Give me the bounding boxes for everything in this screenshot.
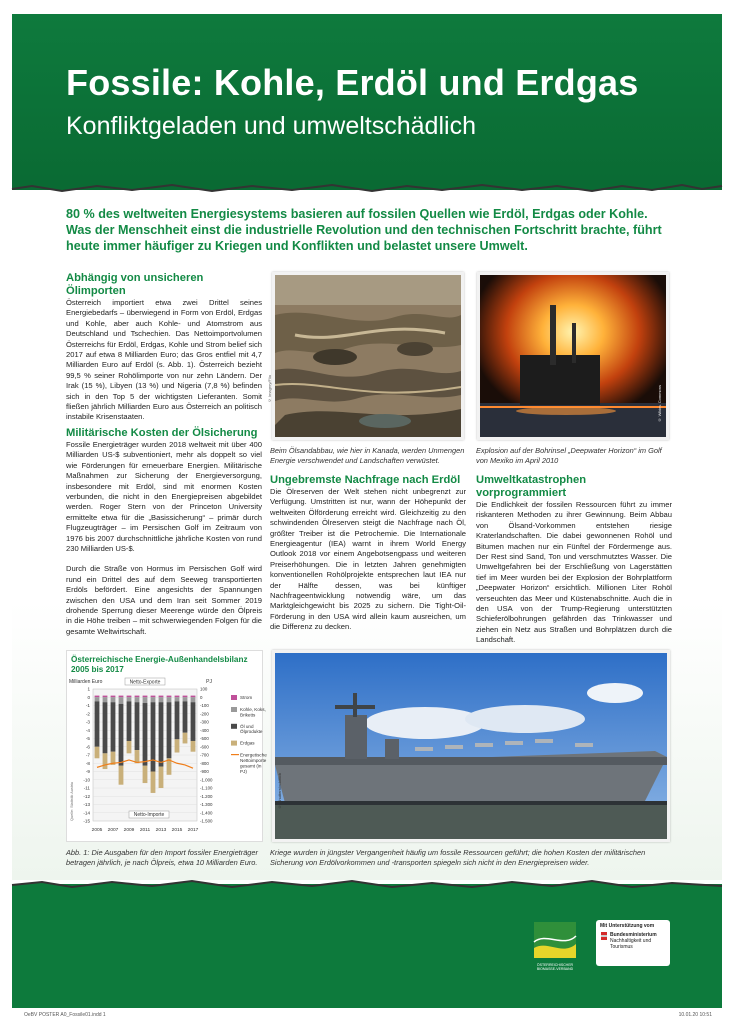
section-text-environment: Die Endlichkeit der fossilen Ressourcen führt zu immer riskanteren Methoden zu ihrer Gewinnung. Beim Abbau von Ölsand-Vorkommen entstehen riesige Kraterlandschaften. Die dabei gewonnenen Rohöl und Bitumen machen nur ein Fünftel der Fördermenge aus. Der Rest sind Sand, Ton und verschmutztes Wasser. Die Umweltgefahren bei der Erschließung von Lagerstätten tief im Meer wurden bei der Explosion der Bohrplattform „Deepwater Horizon“ ersichtlich. Millionen Liter Rohöl verseuchten das Meer und Küstenabschnitte. Auch die in den USA von der Trump-Regierung unterstützten Schieferölbohrungen gefährden das Trinkwasser und ziehen ein Netz aus Straßen und Bohrplätzen durch die Landschaft. [476,500,672,645]
chart-ytick-right: -800 [200,760,209,766]
chart-xtick: 2005 [91,828,103,833]
torn-edge-bottom [12,878,722,892]
chart-xtick: 2009 [123,828,135,833]
chart-bar [175,701,180,739]
photo-caption-deepwater-horizon: Explosion auf der Bohrinsel „Deepwater Horizon“ im Golf von Mexiko im April 2010 [476,446,662,465]
chart-ytick-left: -5 [85,736,90,742]
chart-ytick-right: -600 [200,744,209,750]
chart-ytick-left: -7 [85,752,90,758]
chart-bottom-label: Netto-Importe [133,812,165,818]
chart-ytick-left: -10 [83,777,90,783]
chart-ytick-right: -300 [200,719,209,725]
chart-ytick-left: -1 [85,703,90,709]
lead-paragraph: 80 % des weltweiten Energiesystems basieren auf fossilen Quellen wie Erdöl, Erdgas oder Kohle. Was der Menschheit einst die industrielle Revolution und den technischen Fortschritt brachte, führt heute immer häufiger zu Kriegen und Konflikten und belastet unsere Umwelt. [66,207,662,253]
chart-legend-label: gesamt (in [240,763,262,769]
logo-text: ÖSTERREICHISCHER BIOMASSE-VERBAND [536,963,574,971]
chart-ytick-right: -1.400 [200,810,213,816]
poster-subtitle: Konfliktgeladen und umweltschädlich [66,112,476,140]
chart-ytick-right: -1.300 [200,802,213,808]
chart-title: Österreichische Energie-Außenhandelsbilanz 2005 bis 2017 [71,655,248,674]
chart-legend-label: Ölprodukte [240,729,263,735]
chart-bar [151,696,156,698]
chart-ytick-left: -13 [83,802,90,808]
chart-source: Quelle: Statistik Austria [70,781,74,821]
deepwater-horizon-image [480,275,666,437]
chart-legend-label: Kohle, Koks, [240,707,266,712]
chart-ytick-left: -8 [85,760,90,766]
flag-red-stripe [601,937,607,940]
chart-bar [191,702,196,741]
ministry-line1: Mit Unterstützung vom [600,923,655,929]
chart-bar [95,747,100,759]
column-left [66,272,262,637]
chart-bar [95,696,100,698]
chart-ytick-left: -2 [85,711,90,717]
chart-bar [191,741,196,752]
chart-legend-label: Briketts [240,712,256,718]
chart-xtick: 2015 [171,828,183,833]
chart-bar [159,767,164,788]
chart-bar [143,697,148,703]
chart-bar [175,696,180,698]
chart-ytick-left: -3 [85,719,90,725]
chart-bar [151,697,156,702]
chart-bar [183,701,188,732]
chart-bar [159,702,164,766]
photo-credit: © Shutterstock/flick [277,773,282,810]
chart-bar [127,741,132,753]
chart-bar [103,753,108,769]
chart-bar [103,697,108,702]
photo-caption-oil-sands: Beim Ölsandabbau, wie hier in Kanada, werden Unmengen Energie verschwendet und Landschaften verwüstet. [270,446,465,465]
print-slug-left: OeBV POSTER A0_Fossile01.indd 1 [24,1012,106,1018]
chart-bar [143,703,148,766]
chart-ytick-left: -12 [83,793,90,799]
ministry-line2: Bundesministerium [610,932,657,938]
chart-bar [135,702,140,750]
poster-title: Fossile: Kohle, Erdöl und Erdgas [66,62,639,103]
torn-edge-top [12,180,722,194]
chart-bar [95,697,100,701]
chart-bar [151,702,156,771]
chart-bar [135,696,140,698]
chart-bar [183,697,188,701]
chart-xtick: 2017 [187,828,199,833]
chart-bar [103,702,108,753]
chart-legend-label: Öl und [240,723,254,729]
chart-legend-label: Nettoimporte [240,758,267,763]
chart-bar [119,704,124,766]
column-right [476,474,672,646]
chart-bar [167,697,172,702]
chart-ytick-left: 1 [87,686,90,692]
chart-bar [151,772,156,793]
chart-ytick-right: -1.200 [200,793,213,799]
chart-bar [111,696,116,698]
section-text-oil-imports: Österreich importiert etwa zwei Drittel seines Energiebedarfs – überwiegend in Form von Erdöl, Erdgas und Kohle, aber auch Kohle- und Atomstrom aus Deutschland und Tschechien. Das Nettoimportvolumen Österreichs für Erdöl, Erdgas, Kohle und Strom belief sich 2017 auf etwa 8 Milliarden Euro; das Gros entfiel mit 4,7 Milliarden Euro auf Erdöl (s. Abb. 1). Österreich bezieht 99,5 % seiner Rohölimporte von nur zehn Ländern. Der Irak (15 %), Libyen (13 %) und Nigeria (7,8 %) befinden sich in den Top 5 der wichtigsten Lieferanten. Somit fließen jährlich Milliarden Euro aus Österreich an politisch instabile Krisenstaaten. [66,298,262,422]
print-slug-right: 10.01.20 10:51 [678,1012,712,1018]
section-heading-oil-demand: Ungebremste Nachfrage nach Erdöl [270,474,461,486]
chart-ytick-left: -4 [85,727,90,733]
section-text-oil-demand: Die Ölreserven der Welt stehen nicht unbegrenzt zur Verfügung. Umstritten ist nur, wann der Höhepunkt der weltweiten Ölförderung erreicht wird. Gleichzeitig zu den schwindenden Ölreserven steigt die Nachfrage nach Öl, größter Treiber ist die Petrochemie. Die Internationale Energieagentur (IEA) warnt in ihrem World Energy Outlook 2018 vor einem Angebotsengpass und weiteren Preiserhöhungen. Die in letzten Jahren genehmigten konventionellen Rohölprojekte entsprechen laut IEA nur der Hälfte dessen, was bei künftiger Nachfrageentwicklung notwendig wäre, um das Marktgleichgewicht bis 2025 zu sichern. Die Tight-Oil-Förderung in den USA wird allein kaum ausreichen, um die Differenz zu decken. [270,487,466,632]
chart-legend-label: Strom [240,695,253,700]
chart-ylabel-left: Milliarden Euro [69,679,103,685]
chart-bar [135,750,140,763]
chart-top-label: Netto-Exporte [129,679,161,686]
chart-legend-label: Erdgas [240,740,255,746]
chart-bar [111,697,116,702]
chart-bar [119,697,124,704]
chart-ytick-right: 0 [200,694,203,700]
chart-bar [119,696,124,698]
chart-ytick-right: -1.100 [200,785,213,791]
chart-ytick-right: -900 [200,769,209,775]
section-heading-oil-imports: Abhängig von unsicheren Ölimporten [66,272,204,297]
chart-bar [191,696,196,698]
chart-legend-label: PJ) [240,768,247,774]
chart-bar [167,702,172,758]
photo-deepwater-horizon [477,272,669,440]
oil-sands-image [275,275,461,437]
chart-bar [127,701,132,741]
ministry-line4: Tourismus [610,944,633,950]
chart-bar [191,697,196,702]
chart-bar [143,696,148,698]
chart-bar [135,697,140,702]
ministry-line3: Nachhaltigkeit und [610,938,652,944]
chart-bar [183,696,188,698]
chart-bar [167,696,172,698]
section-text-military-costs-2: Durch die Straße von Hormus im Persischen Golf wird rund ein Drittel des auf dem Seeweg transportierten Erdöls befördert. Eine angesichts der Spannungen zwischen den USA und dem Iran seit Sommer 2019 drohende Sperrung dieser Meerenge würde den Ölpreis in die Höhe treiben – mit schwerwiegenden Folgen für die gesamte Weltwirtschaft. [66,564,262,636]
chart-ytick-left: 0 [87,694,90,700]
chart-ytick-right: -400 [200,727,209,733]
aircraft-carrier-image [275,653,667,839]
chart-bar [95,701,100,746]
chart-xtick: 2013 [155,828,167,833]
chart-ylabel-right: PJ [206,679,212,685]
chart-caption: Abb. 1: Die Ausgaben für den Import fossiler Energieträger betragen jährlich, je nach Ölpreis, etwa 10 Milliarden Euro. [66,848,258,867]
photo-caption-aircraft-carrier: Kriege wurden in jüngster Vergangenheit häufig um fossile Ressourcen geführt; die hohen Kosten der militärischen Sicherung von Erdölvorkommen und -transporten spiegeln sich nicht in den Energiepreisen wider. [270,848,646,867]
chart-bar [143,766,148,783]
chart-ytick-right: -200 [200,711,209,717]
chart-legend-label: Energetische [240,752,267,758]
ministry-logo [596,920,670,966]
column-middle [270,474,466,633]
chart-bar [119,766,124,785]
photo-oil-sands [267,272,464,440]
chart-legend-swatch [231,707,237,712]
chart-xtick: 2007 [107,828,119,833]
chart-ytick-left: -6 [85,744,90,750]
chart-ytick-right: -500 [200,736,209,742]
chart-bar [103,696,108,698]
chart-legend-swatch [231,695,237,700]
chart-ytick-right: 100 [200,686,208,692]
section-heading-environment: Umweltkatastrophen vorprogrammiert [476,474,587,499]
chart-svg [67,675,267,841]
photo-credit: © Imagery/Flia [267,375,272,404]
photo-aircraft-carrier [272,650,670,842]
photo-credit: © Wikim. Commons [657,385,662,423]
chart-bar [159,697,164,702]
chart-bar [175,739,180,752]
chart-ytick-left: -9 [85,769,90,775]
chart-bar [183,733,188,744]
chart-bar [175,697,180,701]
chart-bar [159,696,164,698]
section-heading-military-costs: Militärische Kosten der Ölsicherung [66,426,258,439]
chart-ytick-right: -1.500 [200,818,213,824]
chart-ytick-left: -15 [83,818,90,824]
chart-bar [127,697,132,701]
chart-ytick-right: -100 [200,703,209,709]
chart-bar [127,696,132,698]
chart-bar [111,702,116,752]
chart-ytick-left: -14 [83,810,90,816]
chart-xtick: 2011 [139,828,151,833]
chart-legend-swatch [231,741,237,746]
chart-ytick-left: -11 [83,785,90,791]
logo-icon [534,922,576,958]
chart-energy-trade-balance [66,650,267,842]
chart-ytick-right: -1.000 [200,777,213,783]
chart-legend-swatch [231,724,237,729]
chart-ytick-right: -700 [200,752,209,758]
section-text-military-costs-1: Fossile Energieträger wurden 2018 weltweit mit über 400 Milliarden US-$ subventioniert, mehr als doppelt so viel wie Förderungen für erneuerbare Energien. Militärische Maßnahmen zur Sicherung der Energieversorgung, insbesondere mit Erdöl, sind mit enormen Kosten verbunden, die nicht in den Energiepreisen abgebildet werden. Roger Stern von der Princeton University ermittelte etwa für die „Basissicherung“ – primär durch Flugzeugträger – im Persischen Golf im Zeitraum von 1976 bis 2007 durchschnittliche jährliche Kosten von rund 230 Milliarden US-$. [66,439,262,553]
biomasse-verband-logo [534,922,576,970]
